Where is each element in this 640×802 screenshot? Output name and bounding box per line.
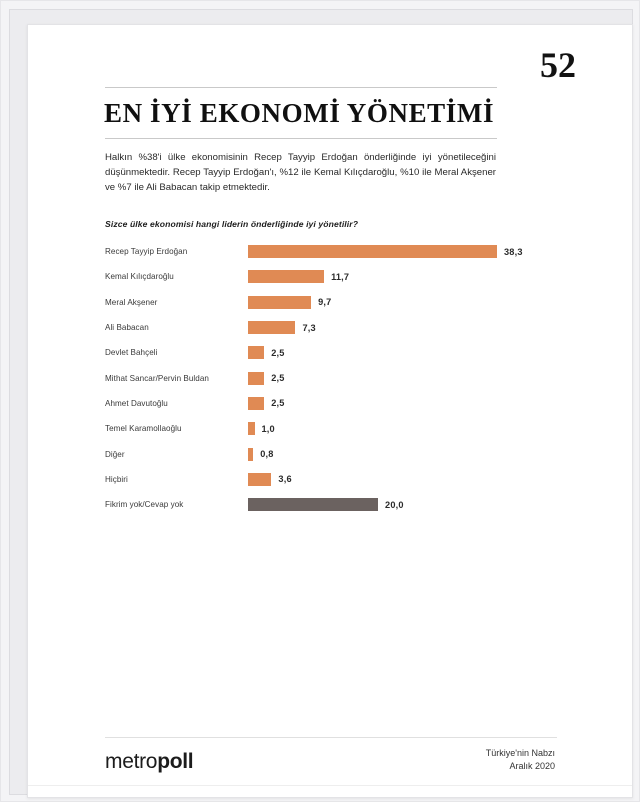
bar-value-label: 3,6 [278,474,292,485]
bar-category-label: Ali Babacan [105,323,149,333]
bar-value-label: 1,0 [261,423,275,434]
footer-divider [105,737,557,738]
bar [248,397,264,410]
page-number: 52 [540,45,576,85]
footer-meta [486,747,555,773]
bar-category-label: Fikrim yok/Cevap yok [105,500,184,510]
report-page [27,24,633,798]
bar [248,296,311,309]
bar-row [28,315,633,340]
bar-track [248,492,633,517]
metropoll-logo [105,750,193,773]
bar [248,270,324,283]
bar-row [28,391,633,416]
bar-track [248,290,633,315]
bar-value-label: 2,5 [271,373,285,384]
bar-value-label: 7,3 [302,322,316,333]
bar-row [28,264,633,289]
bar-value-label: 11,7 [331,271,350,282]
bar [248,498,378,511]
bar [248,448,253,461]
bar-track [248,441,633,466]
bar [248,473,271,486]
bar-value-label: 20,0 [385,499,404,510]
bar-track [248,239,633,264]
bar-category-label: Recep Tayyip Erdoğan [105,247,188,257]
logo-text-light: metro [105,750,158,773]
bar-track [248,365,633,390]
bar-category-label: Temel Karamollaoğlu [105,424,182,434]
title-rule-top [105,87,497,88]
bar-row [28,239,633,264]
bar [248,245,497,258]
survey-question: Sizce ülke ekonomisi hangi liderin önderliğinde iyi yönetilir? [105,219,359,229]
bar-row [28,365,633,390]
bar [248,372,264,385]
bar-track [248,416,633,441]
bar-value-label: 38,3 [504,246,523,257]
bar-row [28,290,633,315]
bar-category-label: Mithat Sancar/Pervin Buldan [105,373,209,383]
bar-track [248,467,633,492]
page-bottom-rule [28,785,633,786]
bar-track [248,264,633,289]
page-title: EN İYİ EKONOMİ YÖNETİMİ [104,98,495,128]
bar-track [248,391,633,416]
bar [248,422,255,435]
logo-text-bold: poll [157,750,194,773]
bar-category-label: Diğer [105,449,125,459]
bar-track [248,315,633,340]
bar-category-label: Kemal Kılıçdaroğlu [105,272,174,282]
bar-value-label: 2,5 [271,398,285,409]
bar-row [28,492,633,517]
bar-category-label: Hiçbiri [105,474,128,484]
bar-category-label: Meral Akşener [105,297,158,307]
bar-row [28,441,633,466]
bar-value-label: 2,5 [271,347,285,358]
bar-row [28,467,633,492]
bar-chart [28,239,633,539]
bar-track [248,340,633,365]
footer-date: Aralık 2020 [509,761,555,771]
bar-value-label: 0,8 [260,449,274,460]
bar [248,346,264,359]
bar-category-label: Devlet Bahçeli [105,348,158,358]
document-frame-inner [9,9,633,795]
intro-paragraph: Halkın %38'i ülke ekonomisinin Recep Tayyip Erdoğan önderliğinde iyi yönetileceğini düşünmektedir. Recep Tayyip Erdoğan'ı, %12 ile Kemal Kılıçdaroğlu, %10 ile Meral Akşener ve %7 ile Ali Babacan takip etmektedir. [105,152,496,194]
footer-tagline: Türkiye'nin Nabzı [485,748,555,758]
bar-row [28,416,633,441]
bar [248,321,295,334]
bar-row [28,340,633,365]
title-rule-bottom [105,138,497,139]
bar-value-label: 9,7 [318,297,332,308]
bar-category-label: Ahmet Davutoğlu [105,398,168,408]
